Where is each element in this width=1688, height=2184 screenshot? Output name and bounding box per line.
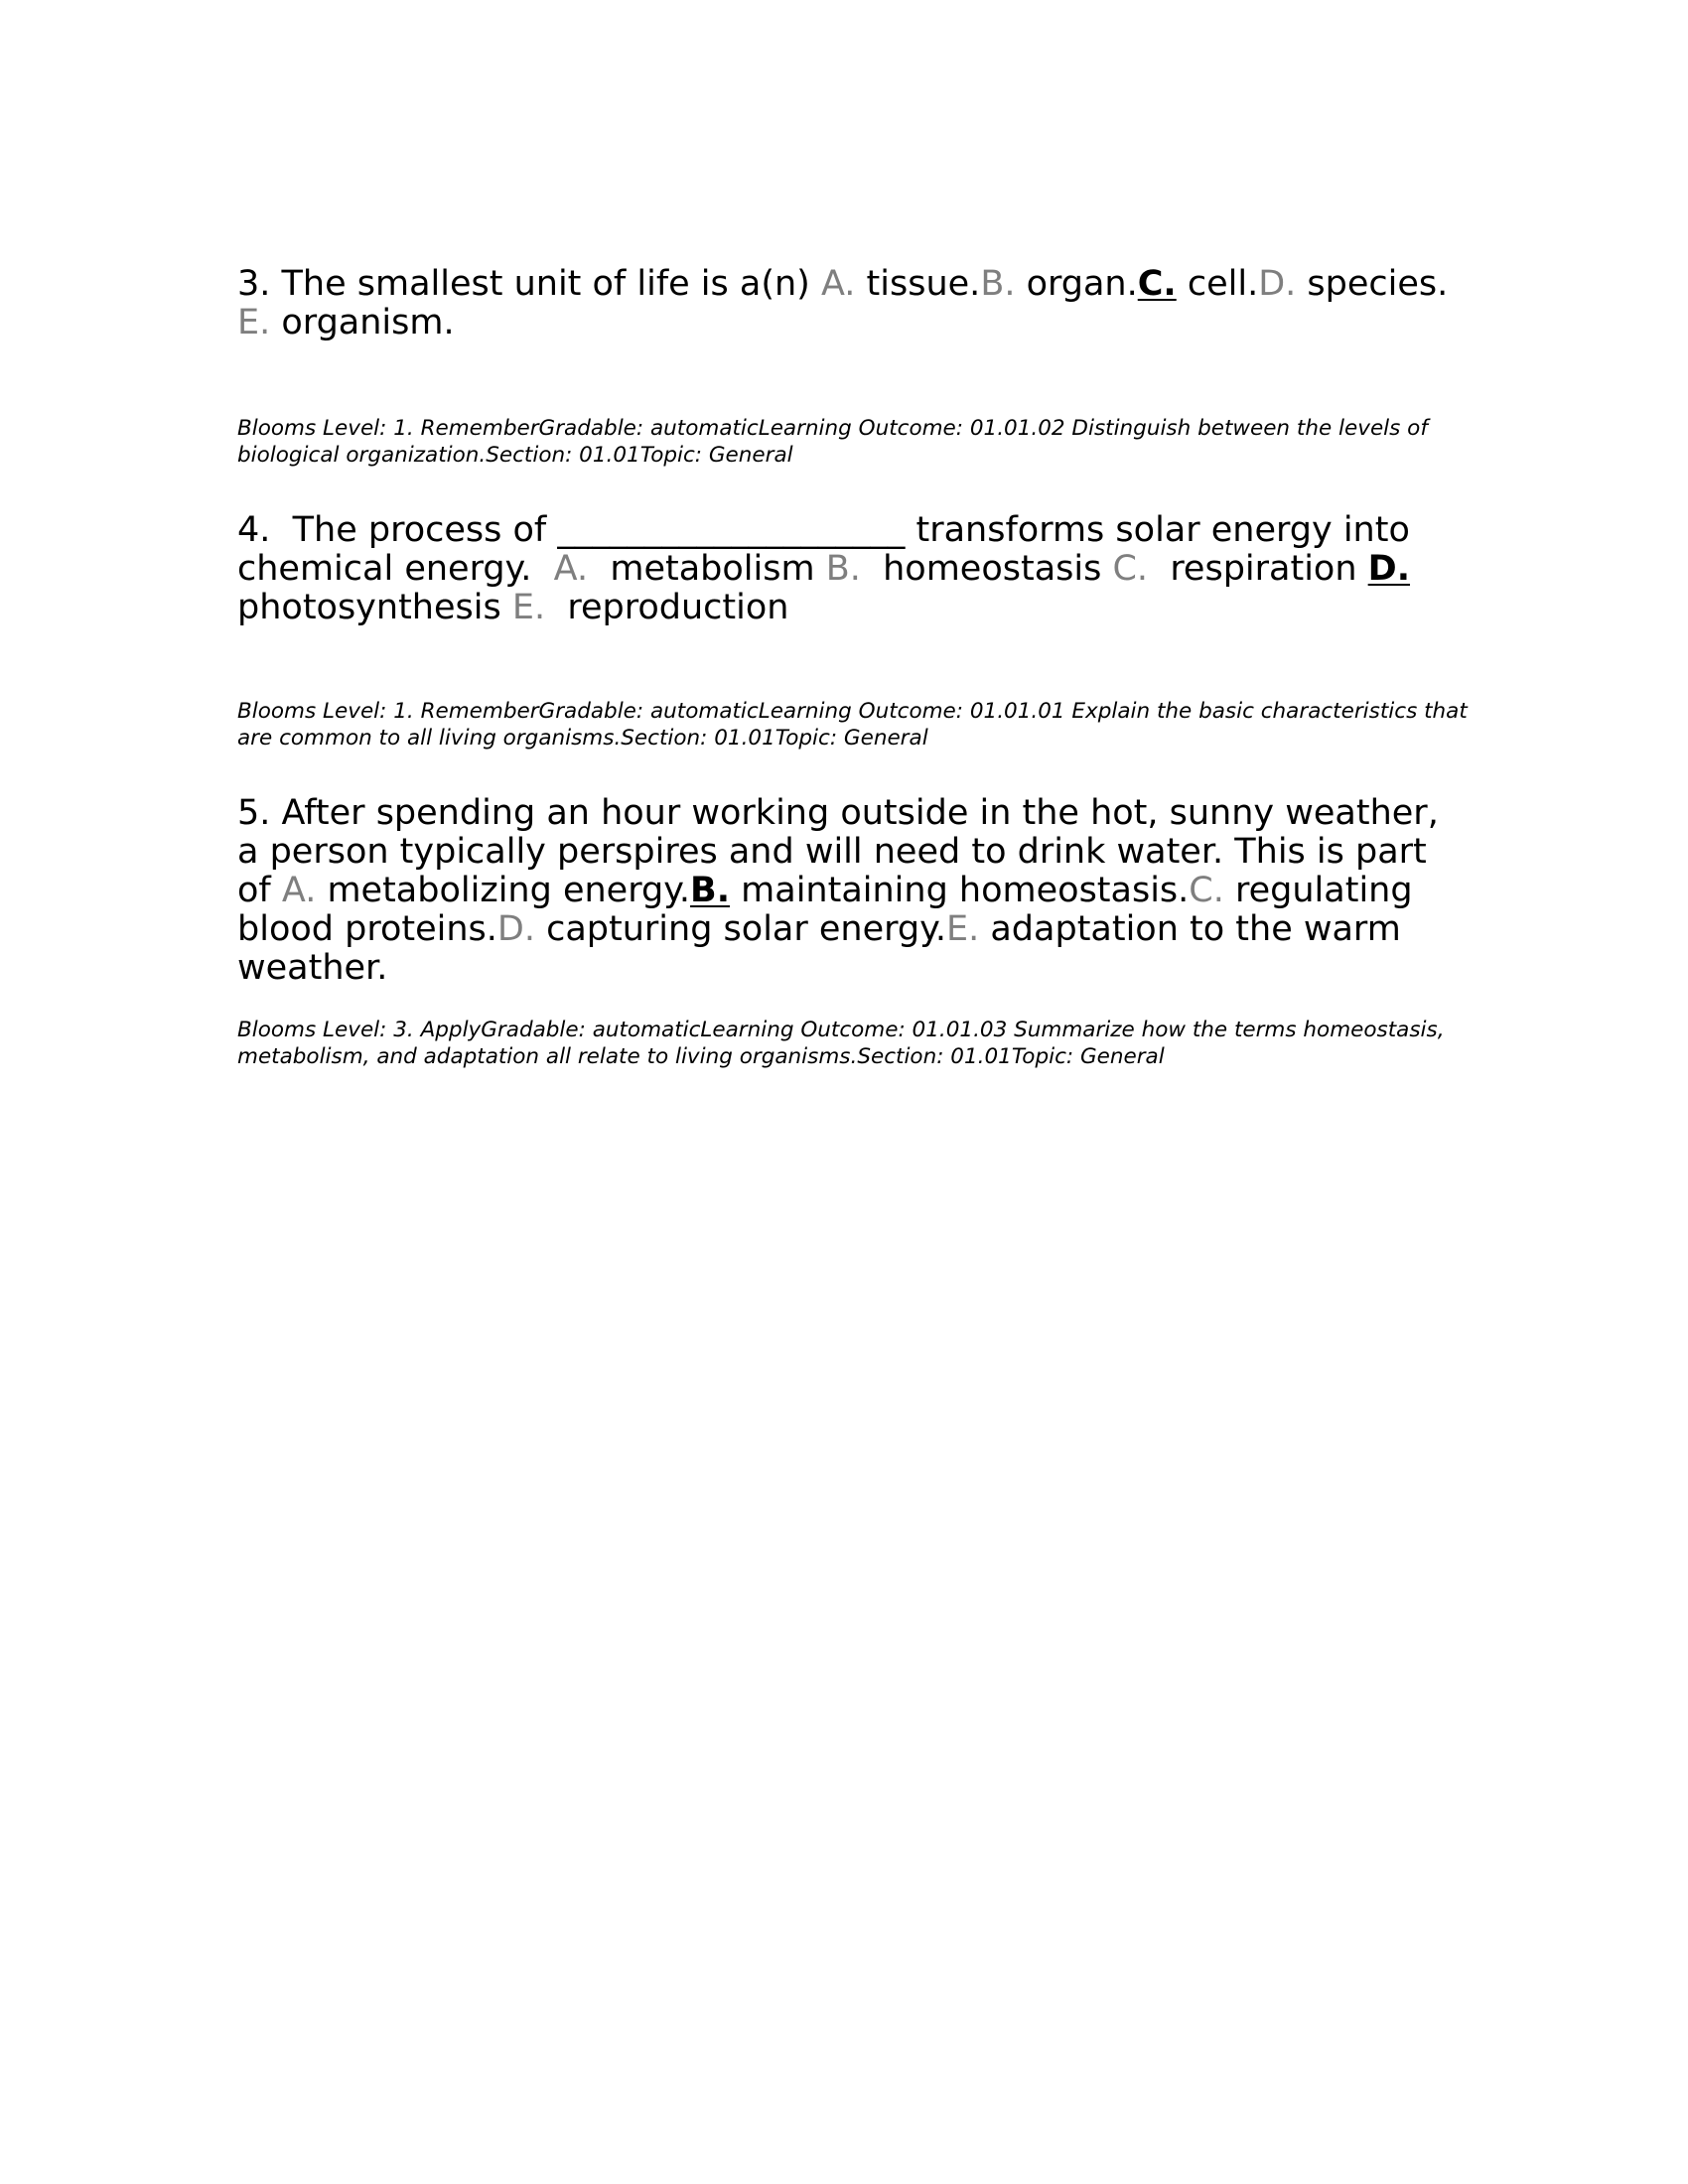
- q4-option-b-letter: B.: [825, 549, 861, 589]
- q5-option-a-text: metabolizing energy.: [316, 871, 691, 910]
- q4-option-a-text: metabolism: [588, 549, 826, 589]
- q4-option-e-letter: E.: [511, 588, 546, 627]
- q3-option-e-letter: E.: [237, 303, 271, 342]
- question-3: [237, 265, 1469, 342]
- q4-option-c-letter: C.: [1112, 549, 1149, 589]
- q3-option-c-text: cell.: [1176, 264, 1259, 304]
- q4-option-b-text: homeostasis: [860, 549, 1113, 589]
- q3-option-b-letter: B.: [980, 264, 1016, 304]
- q3-option-d-letter: D.: [1258, 264, 1297, 304]
- q4-option-c-text: respiration: [1148, 549, 1368, 589]
- q5-option-c-letter: C.: [1189, 871, 1224, 910]
- q5-option-b-letter-correct: B.: [690, 871, 731, 910]
- q4-option-d-text: photosynthesis: [237, 549, 1422, 627]
- q5-option-b-text: maintaining homeostasis.: [730, 871, 1190, 910]
- q5-option-e-letter: E.: [945, 909, 980, 949]
- q5-option-c-text: regulating blood proteins.: [237, 871, 1424, 949]
- q5-option-d-letter: D.: [496, 909, 535, 949]
- q4-option-a-letter: A.: [553, 549, 589, 589]
- q3-option-e-text: organism.: [270, 303, 455, 342]
- q5-option-d-text: capturing solar energy.: [534, 909, 946, 949]
- q3-option-a-text: tissue.: [855, 264, 981, 304]
- q4-option-e-text: reproduction: [545, 588, 789, 627]
- q4-option-d-letter-correct: D.: [1367, 549, 1411, 589]
- question-4: [237, 511, 1469, 627]
- question-3-stem: 3. The smallest unit of life is a(n): [237, 264, 821, 304]
- q3-option-c-letter-correct: C.: [1137, 264, 1177, 304]
- question-4-stem: 4. The process of ____________________ transforms solar energy into chemical energy.: [237, 510, 1422, 589]
- question-5-metadata: Blooms Level: 3. ApplyGradable: automaticLearning Outcome: 01.01.03 Summarize how the terms homeostasis, metabolism, and adaptation all relate to living organisms.Section: 01.01Topic: General: [237, 1018, 1452, 1069]
- q5-option-e-text: adaptation to the warm weather.: [237, 909, 1412, 988]
- question-5-stem: 5. After spending an hour working outside in the hot, sunny weather, a person typically perspires and will need to drink water. This is part of: [237, 793, 1450, 910]
- q3-option-a-letter: A.: [820, 264, 856, 304]
- q3-option-d-text: species.: [1296, 264, 1460, 304]
- question-4-metadata: Blooms Level: 1. RememberGradable: automaticLearning Outcome: 01.01.01 Explain the basic characteristics that are common to all living organisms.Section: 01.01Topic: General: [237, 699, 1475, 751]
- q5-option-a-letter: A.: [281, 871, 317, 910]
- q3-option-b-text: organ.: [1015, 264, 1138, 304]
- question-5: [237, 794, 1469, 988]
- question-3-metadata: Blooms Level: 1. RememberGradable: automaticLearning Outcome: 01.01.02 Distinguish between the levels of biological organization.Section: 01.01Topic: General: [237, 416, 1435, 468]
